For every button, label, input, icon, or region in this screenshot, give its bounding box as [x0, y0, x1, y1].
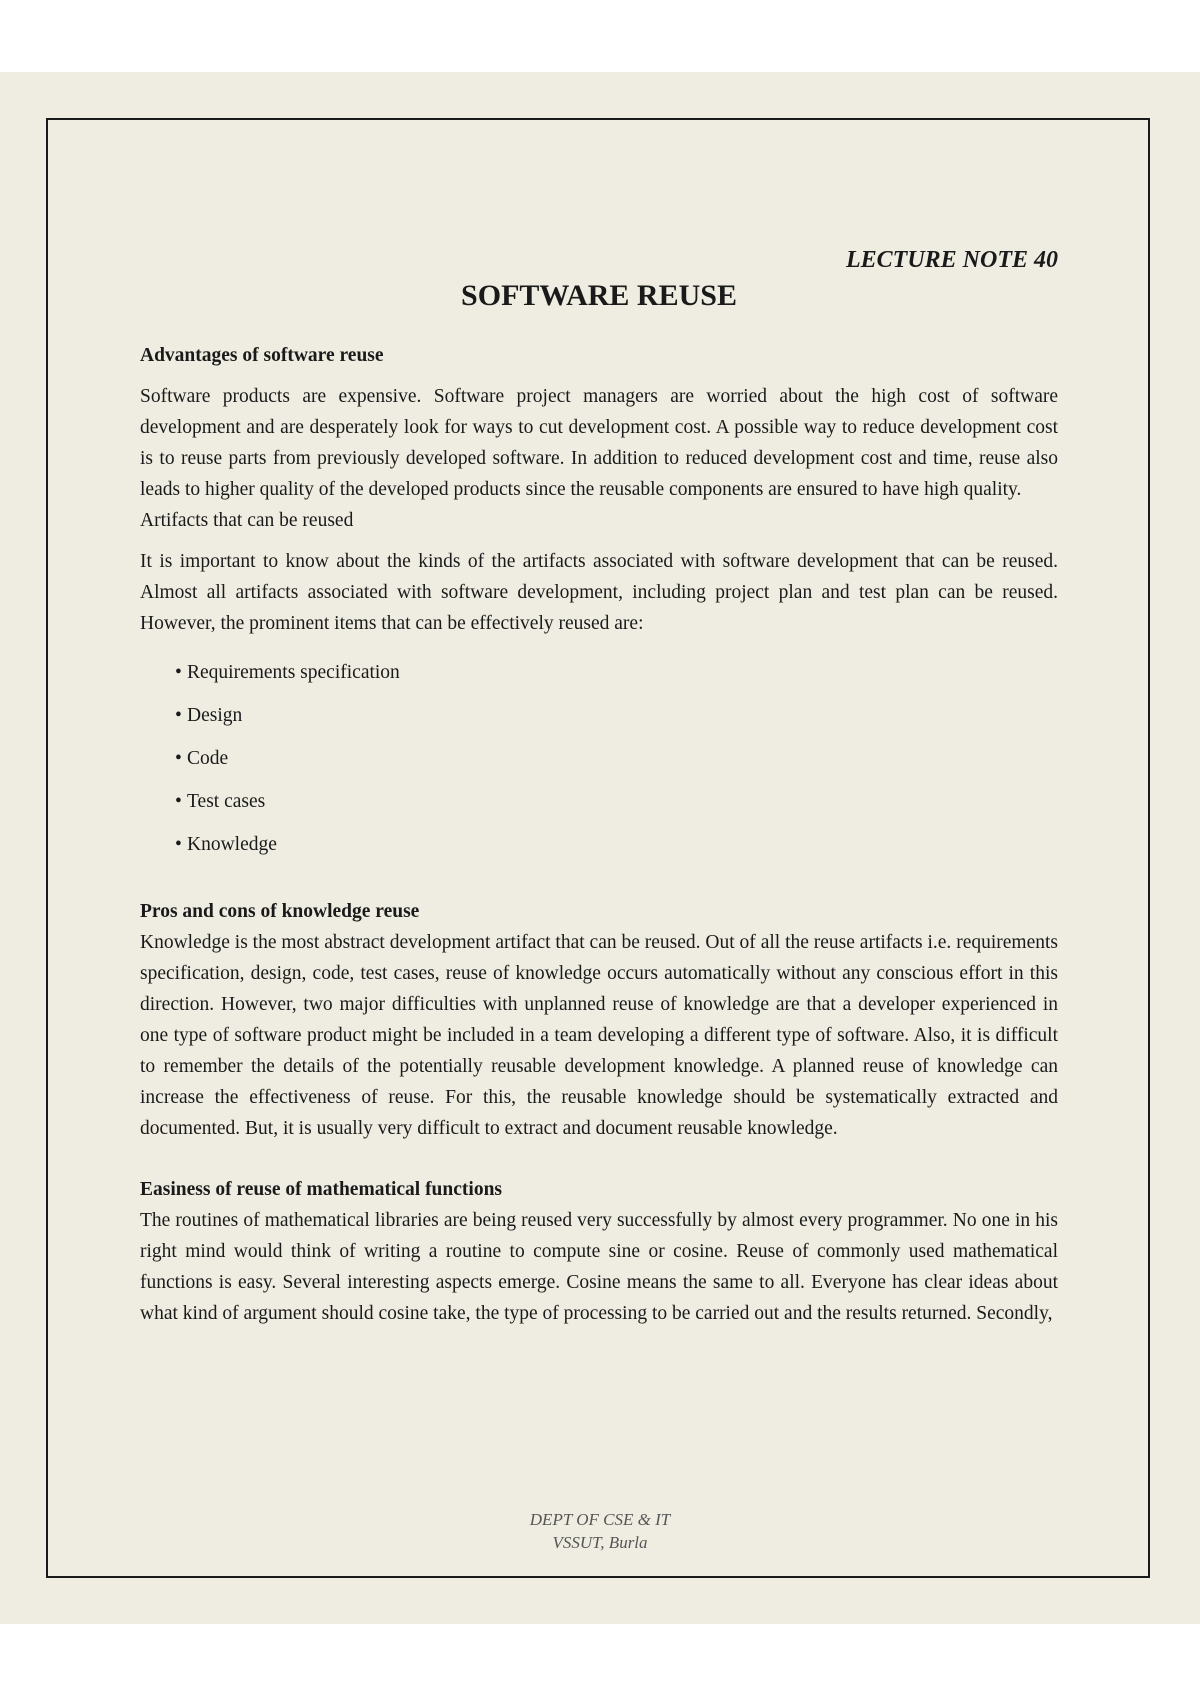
list-item-text: Code [187, 748, 229, 769]
spacer [140, 866, 1058, 896]
document-title: SOFTWARE REUSE [461, 279, 737, 312]
bullet-icon: • [175, 662, 182, 683]
list-item [175, 823, 1058, 866]
footer-department: DEPT OF CSE & IT [529, 1510, 671, 1529]
page-footer [0, 1508, 1200, 1554]
bullet-icon: • [175, 834, 182, 855]
footer-institution: VSSUT, Burla [552, 1533, 648, 1552]
list-item [175, 651, 1058, 694]
paragraph-artifacts: It is important to know about the kinds of the artifacts associated with software development that can be reused. Almost all artifacts associated with software development, including project plan and test plan can be reused. However, the prominent items that can be effectively reused are: [140, 551, 1058, 634]
bullet-icon: • [175, 791, 182, 812]
document-body [140, 244, 1058, 1329]
section-heading-advantages: Advantages of software reuse [140, 345, 384, 366]
spacer [140, 536, 1058, 546]
spacer [140, 371, 1058, 381]
paragraph-advantages: Software products are expensive. Software project managers are worried about the high cost of software development and are desperately look for ways to cut development cost. A possible way to reduce development cost is to reuse parts from previously developed software. In addition to reduced development cost and time, reuse also leads to higher quality of the developed products since the reusable components are ensured to have high quality. [140, 386, 1058, 500]
list-item-text: Test cases [187, 791, 266, 812]
list-item-text: Knowledge [187, 834, 277, 855]
section-heading-math: Easiness of reuse of mathematical functions [140, 1179, 502, 1200]
list-item-text: Requirements specification [187, 662, 400, 683]
list-item [175, 780, 1058, 823]
bullet-icon: • [175, 705, 182, 726]
lecture-note-label: LECTURE NOTE 40 [845, 247, 1058, 273]
artifact-list [140, 651, 1058, 866]
list-item [175, 694, 1058, 737]
list-item-text: Design [187, 705, 243, 726]
section-heading-knowledge: Pros and cons of knowledge reuse [140, 901, 420, 922]
list-item [175, 737, 1058, 780]
paragraph-knowledge: Knowledge is the most abstract development artifact that can be reused. Out of all the reuse artifacts i.e. requirements specification, design, code, test cases, reuse of knowledge occurs automatically without any conscious effort in this direction. However, two major difficulties with unplanned reuse of knowledge are that a developer experienced in one type of software product might be included in a team developing a different type of software. Also, it is difficult to remember the details of the potentially reusable development knowledge. A planned reuse of knowledge can increase the effectiveness of reuse. For this, the reusable knowledge should be systematically extracted and documented. But, it is usually very difficult to extract and document reusable knowledge. [140, 932, 1058, 1139]
paragraph-math: The routines of mathematical libraries are being reused very successfully by almost every programmer. No one in his right mind would think of writing a routine to compute sine or cosine. Reuse of commonly used mathematical functions is easy. Several interesting aspects emerge. Cosine means the same to all. Everyone has clear ideas about what kind of argument should cosine take, the type of processing to be carried out and the results returned. Secondly, [140, 1210, 1058, 1324]
spacer [140, 1144, 1058, 1174]
section-heading-artifacts: Artifacts that can be reused [140, 510, 354, 531]
bullet-icon: • [175, 748, 182, 769]
